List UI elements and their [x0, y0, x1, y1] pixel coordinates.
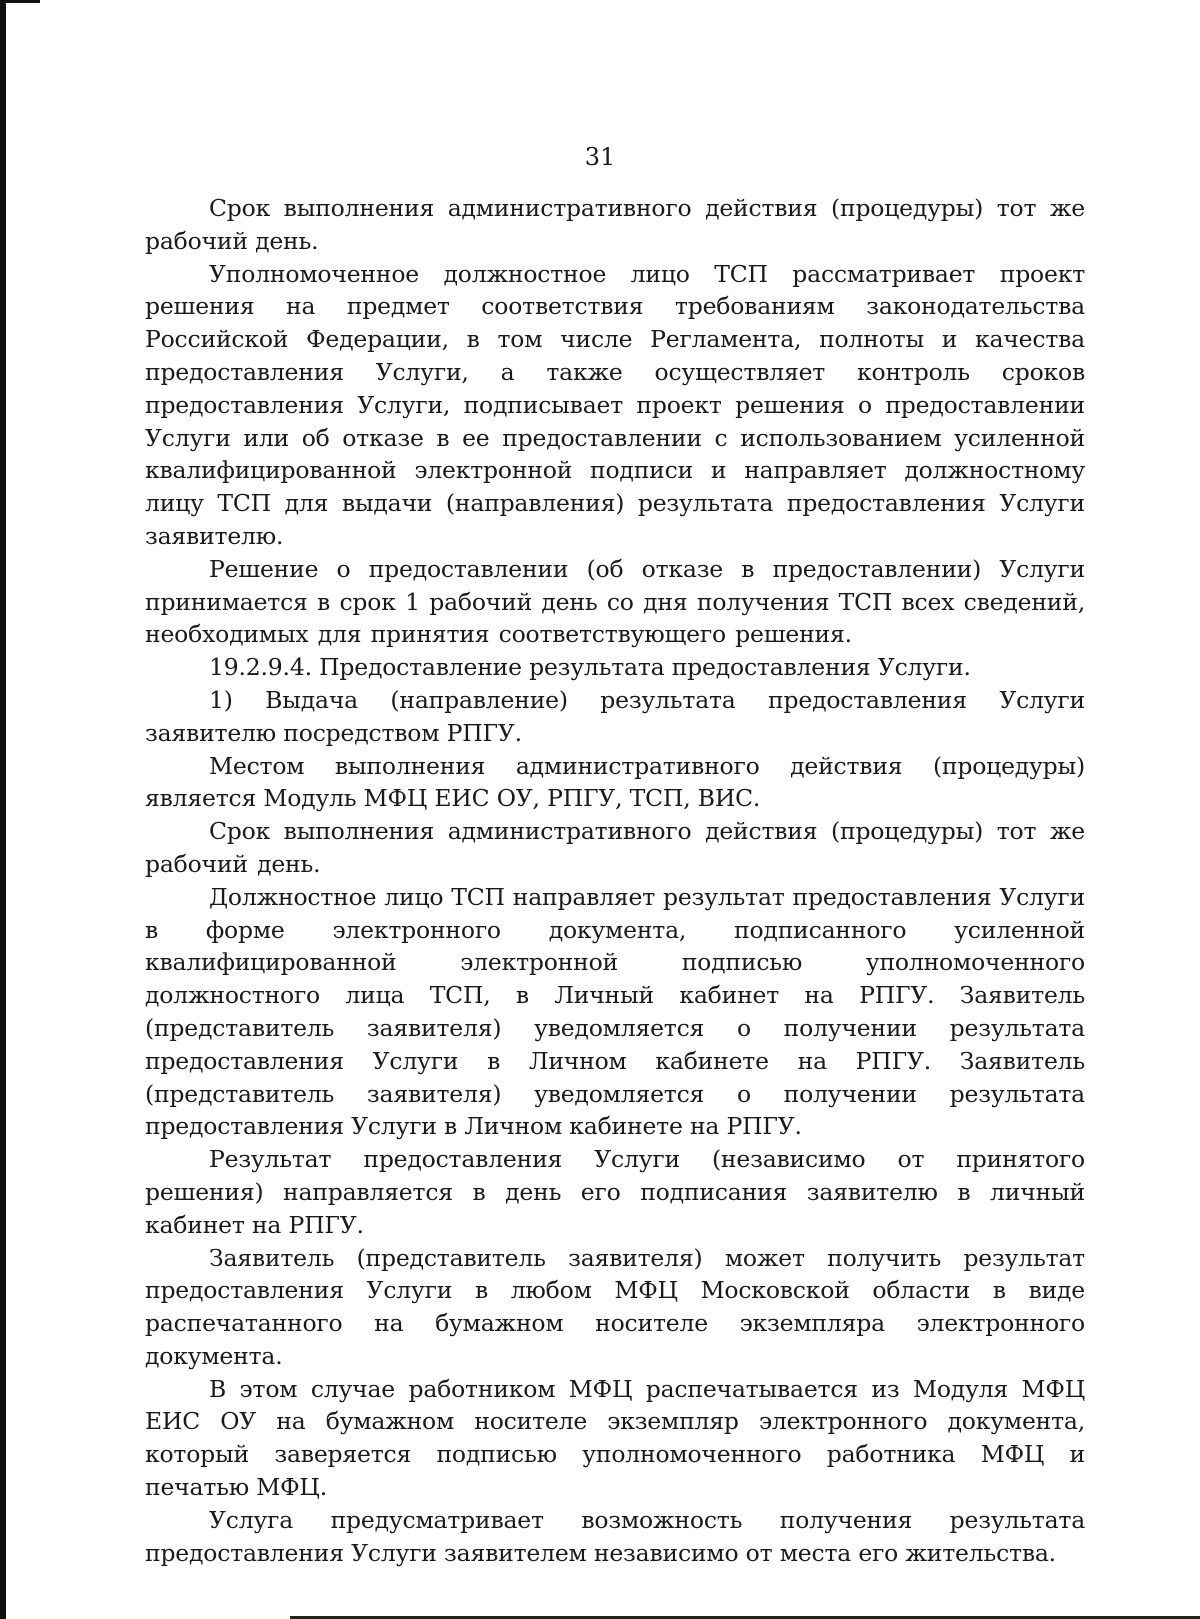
paragraph: Срок выполнения административного действия (процедуры) тот же рабочий день.: [145, 194, 1085, 255]
paragraph: 1) Выдача (направление) результата предоставления Услуги заявителю посредством РПГУ.: [145, 685, 1085, 747]
paragraph: Уполномоченное должностное лицо ТСП рассматривает проект решения на предмет соответствия требованиям законодательства Российской Федерации, в том числе Регламента, полноты и качества предоставления Услуги, а также осуществляет контроль сроков предоставления Услуги, подписывает проект решения о предоставлении Услуги или об отказе в ее предоставлении с использованием усиленной квалифицированной электронной подписи и направляет должностному лицу ТСП для выдачи (направления) результата предоставления Услуги заявителю.: [145, 259, 1085, 550]
paragraph: Услуга предусматривает возможность получения результата предоставления Услуги заявителем независимо от места его жительства.: [145, 1505, 1085, 1567]
document-body: [145, 192, 1085, 1569]
paragraph: Решение о предоставлении (об отказе в предоставлении) Услуги принимается в срок 1 рабочий день со дня получения ТСП всех сведений, необходимых для принятия соответствующего решения.: [145, 554, 1085, 649]
paragraph: Результат предоставления Услуги (независимо от принятого решения) направляется в день его подписания заявителю в личный кабинет на РПГУ.: [145, 1145, 1085, 1239]
scan-edge-left: [0, 0, 6, 1619]
paragraph: 19.2.9.4. Предоставление результата предоставления Услуги.: [209, 653, 971, 682]
paragraph: Должностное лицо ТСП направляет результат предоставления Услуги в форме электронного документа, подписанного усиленной квалифицированной электронной подписью уполномоченного должностного лица ТСП, в Личный кабинет на РПГУ. Заявитель (представитель заявителя) уведомляется о получении результата предоставления Услуги в Личном кабинете на РПГУ. Заявитель (представитель заявителя) уведомляется о получении результата предоставления Услуги в Личном кабинете на РПГУ.: [145, 882, 1085, 1141]
page-number: 31: [584, 143, 616, 171]
paragraph: В этом случае работником МФЦ распечатывается из Модуля МФЦ ЕИС ОУ на бумажном носителе экземпляр электронного документа, который заверяется подписью уполномоченного работника МФЦ и печатью МФЦ.: [145, 1374, 1085, 1502]
scan-edge-top: [0, 0, 40, 3]
paragraph: Срок выполнения административного действия (процедуры) тот же рабочий день.: [145, 817, 1085, 878]
paragraph: Заявитель (представитель заявителя) может получить результат предоставления Услуги в любом МФЦ Московской области в виде распечатанного на бумажном носителе экземпляра электронного документа.: [145, 1243, 1085, 1370]
paragraph: Местом выполнения административного действия (процедуры) является Модуль МФЦ ЕИС ОУ, РПГУ, ТСП, ВИС.: [145, 751, 1085, 813]
